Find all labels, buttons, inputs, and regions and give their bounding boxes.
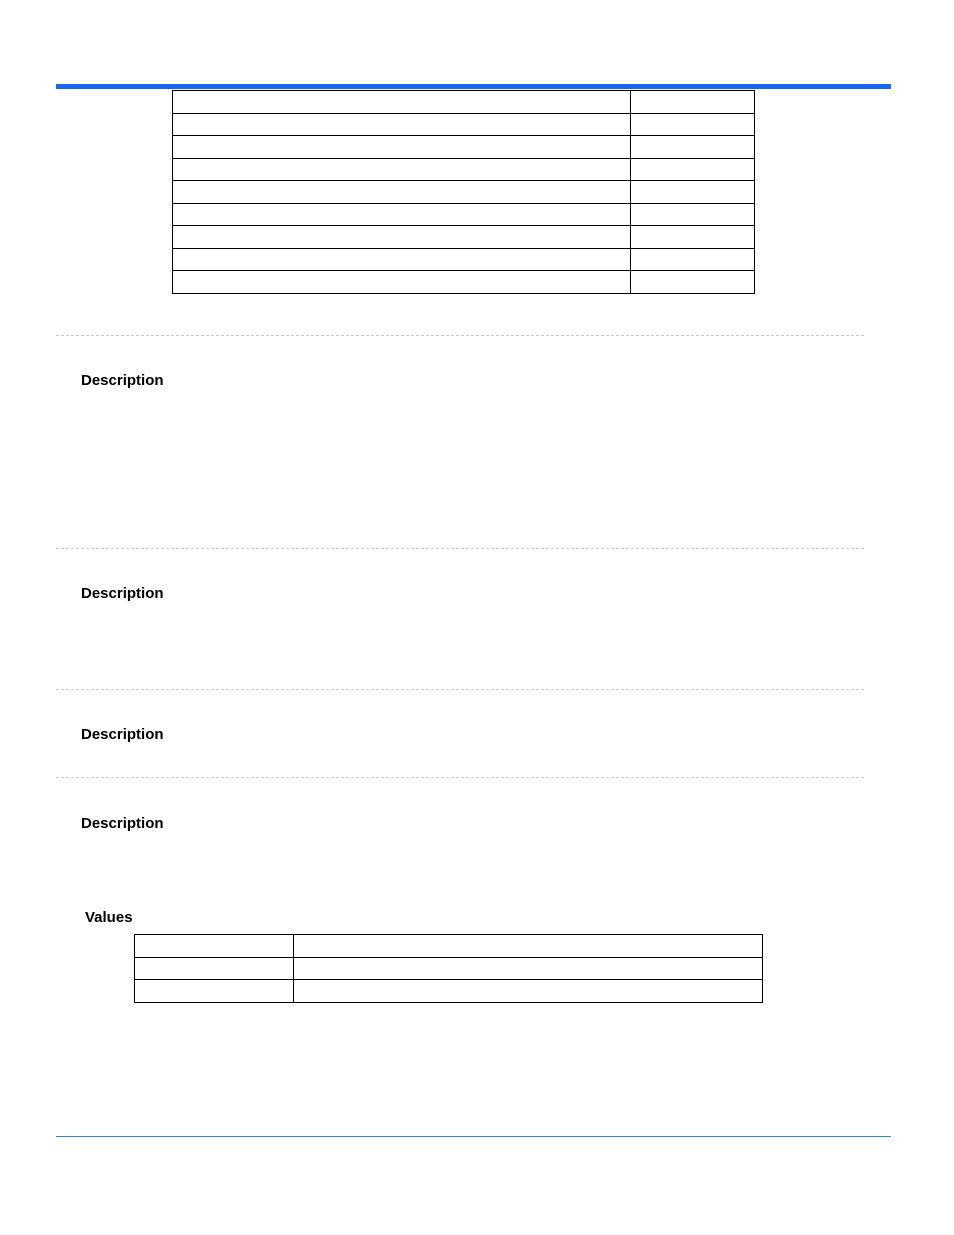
section-divider (56, 689, 864, 690)
table-cell (173, 181, 631, 204)
table-row (135, 957, 763, 980)
table-cell (173, 158, 631, 181)
table-cell (173, 113, 631, 136)
table-cell (294, 935, 763, 958)
table-row (173, 248, 755, 271)
table-cell (173, 226, 631, 249)
values-heading: Values (85, 909, 133, 926)
table-row (135, 980, 763, 1003)
table-cell (631, 158, 755, 181)
values-table (134, 934, 763, 1003)
table-cell (631, 113, 755, 136)
table-cell (294, 957, 763, 980)
table-cell (631, 248, 755, 271)
table-cell (173, 248, 631, 271)
section-heading: Description (81, 372, 164, 389)
table-cell (294, 980, 763, 1003)
table-row (173, 113, 755, 136)
section-divider (56, 777, 864, 778)
section-heading: Description (81, 726, 164, 743)
table-row (173, 226, 755, 249)
table-row (173, 203, 755, 226)
table-cell (173, 271, 631, 294)
table-cell (631, 91, 755, 114)
top-table (172, 90, 755, 294)
section-divider (56, 548, 864, 549)
section-heading: Description (81, 585, 164, 602)
header-bar (56, 84, 891, 89)
table-row (173, 136, 755, 159)
table-row (173, 91, 755, 114)
table-cell (631, 271, 755, 294)
section-heading: Description (81, 815, 164, 832)
table-row (173, 181, 755, 204)
table-cell (631, 226, 755, 249)
table-cell (135, 957, 294, 980)
table-cell (173, 203, 631, 226)
table-cell (631, 203, 755, 226)
footer-rule (56, 1136, 891, 1137)
table-row (173, 158, 755, 181)
table-cell (631, 136, 755, 159)
section-divider (56, 335, 864, 336)
table-cell (631, 181, 755, 204)
table-cell (173, 136, 631, 159)
table-cell (135, 980, 294, 1003)
table-row (135, 935, 763, 958)
table-row (173, 271, 755, 294)
table-cell (173, 91, 631, 114)
table-cell (135, 935, 294, 958)
